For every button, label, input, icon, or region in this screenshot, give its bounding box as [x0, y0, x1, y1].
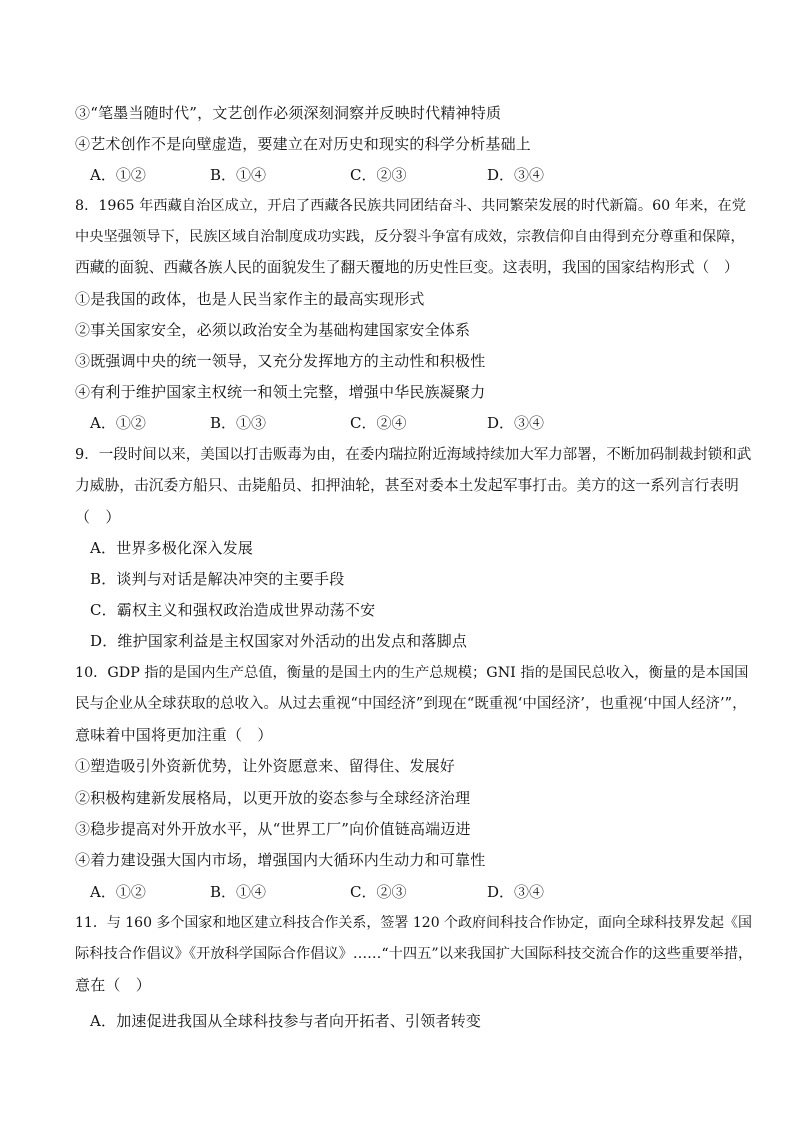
q8-option-a: A．①② — [90, 414, 146, 432]
q10-statement-4: ④着力建设强大国内市场，增强国内大循环内生动力和可靠性 — [75, 851, 486, 869]
q10-options — [90, 882, 730, 902]
q8-stem-line-1: 8．1965 年西藏自治区成立，开启了西藏各民族共同团结奋斗、共同繁荣发展的时代新篇。60 年来，在党 — [75, 198, 747, 214]
q10-statement-1: ①塑造吸引外资新优势，让外资愿意来、留得住、发展好 — [75, 757, 456, 775]
q9-stem-line-2: 力威胁，击沉委方船只、击毙船员、扣押油轮，甚至对委本土发起军事打击。美方的这一系列言行表明 — [75, 477, 739, 494]
q8-options — [90, 413, 730, 433]
q10-stem-line-3: 意味着中国将更加注重（ ） — [75, 726, 273, 744]
q10-option-b: B．①④ — [210, 883, 267, 901]
q10-statement-2: ②积极构建新发展格局，以更开放的姿态参与全球经济治理 — [75, 789, 471, 807]
q8-stem-line-3: 西藏的面貌、西藏各族人民的面貌发生了翻天覆地的历史性巨变。这表明，我国的国家结构形式（ ） — [75, 259, 739, 276]
q10-stem-line-2: 民与企业从全球获取的总收入。从过去重视“中国经济”到现在“既重视‘中国经济’，也重视‘中国人经济’”， — [75, 696, 747, 712]
q11-stem-line-1: 11．与 160 多个国家和地区建立科技合作关系，签署 120 个政府间科技合作协定，面向全球科技界发起《国 — [75, 915, 753, 931]
q10-statement-3: ③稳步提高对外开放水平，从“世界工厂”向价值链高端迈进 — [75, 820, 471, 838]
q8-option-c: C．②④ — [350, 414, 407, 432]
q7-option-d: D．③④ — [487, 166, 545, 184]
q8-option-b: B．①③ — [210, 414, 267, 432]
q7-option-b: B．①④ — [210, 166, 267, 184]
q8-statement-3: ③既强调中央的统一领导，又充分发挥地方的主动性和积极性 — [75, 352, 486, 370]
q7-statement-4: ④艺术创作不是向壁虚造，要建立在对历史和现实的科学分析基础上 — [75, 135, 532, 153]
q8-statement-1: ①是我国的政体，也是人民当家作主的最高实现形式 — [75, 290, 425, 308]
q7-statement-3: ③“笔墨当随时代”，文艺创作必须深刻洞察并反映时代精神特质 — [75, 104, 502, 122]
q10-option-d: D．③④ — [487, 883, 545, 901]
q9-option-d: D．维护国家利益是主权国家对外活动的出发点和落脚点 — [90, 632, 468, 650]
q7-options — [90, 165, 730, 185]
q8-stem-line-2: 中央坚强领导下，民族区域自治制度成功实践，反分裂斗争富有成效，宗教信仰自由得到充分尊重和保障， — [75, 229, 745, 245]
q11-stem-line-3: 意在（ ） — [75, 976, 152, 994]
q9-option-a: A．世界多极化深入发展 — [90, 539, 254, 557]
q8-statement-4: ④有利于维护国家主权统一和领土完整，增强中华民族凝聚力 — [75, 383, 486, 401]
q10-option-c: C．②③ — [350, 883, 407, 901]
q9-stem-line-3: （ ） — [75, 508, 121, 526]
q10-stem-line-1: 10．GDP 指的是国内生产总值，衡量的是国土内的生产总规模；GNI 指的是国民总收入，衡量的是本国国 — [75, 665, 749, 681]
q10-option-a: A．①② — [90, 883, 146, 901]
q9-option-b: B．谈判与对话是解决冲突的主要手段 — [90, 570, 345, 588]
q8-statement-2: ②事关国家安全，必须以政治安全为基础构建国家安全体系 — [75, 321, 471, 339]
q8-option-d: D．③④ — [487, 414, 545, 432]
q7-option-c: C．②③ — [350, 166, 407, 184]
q9-option-c: C．霸权主义和强权政治造成世界动荡不安 — [90, 601, 376, 619]
q11-option-a: A．加速促进我国从全球科技参与者向开拓者、引领者转变 — [90, 1012, 482, 1030]
q7-option-a: A．①② — [90, 166, 146, 184]
q11-stem-line-2: 际科技合作倡议》《开放科学国际合作倡议》……“十四五”以来我国扩大国际科技交流合作的这些重要举措， — [75, 946, 753, 962]
q9-stem-line-1: 9．一段时间以来，美国以打击贩毒为由，在委内瑞拉附近海域持续加大军力部署，不断加码制裁封锁和武 — [75, 447, 752, 463]
